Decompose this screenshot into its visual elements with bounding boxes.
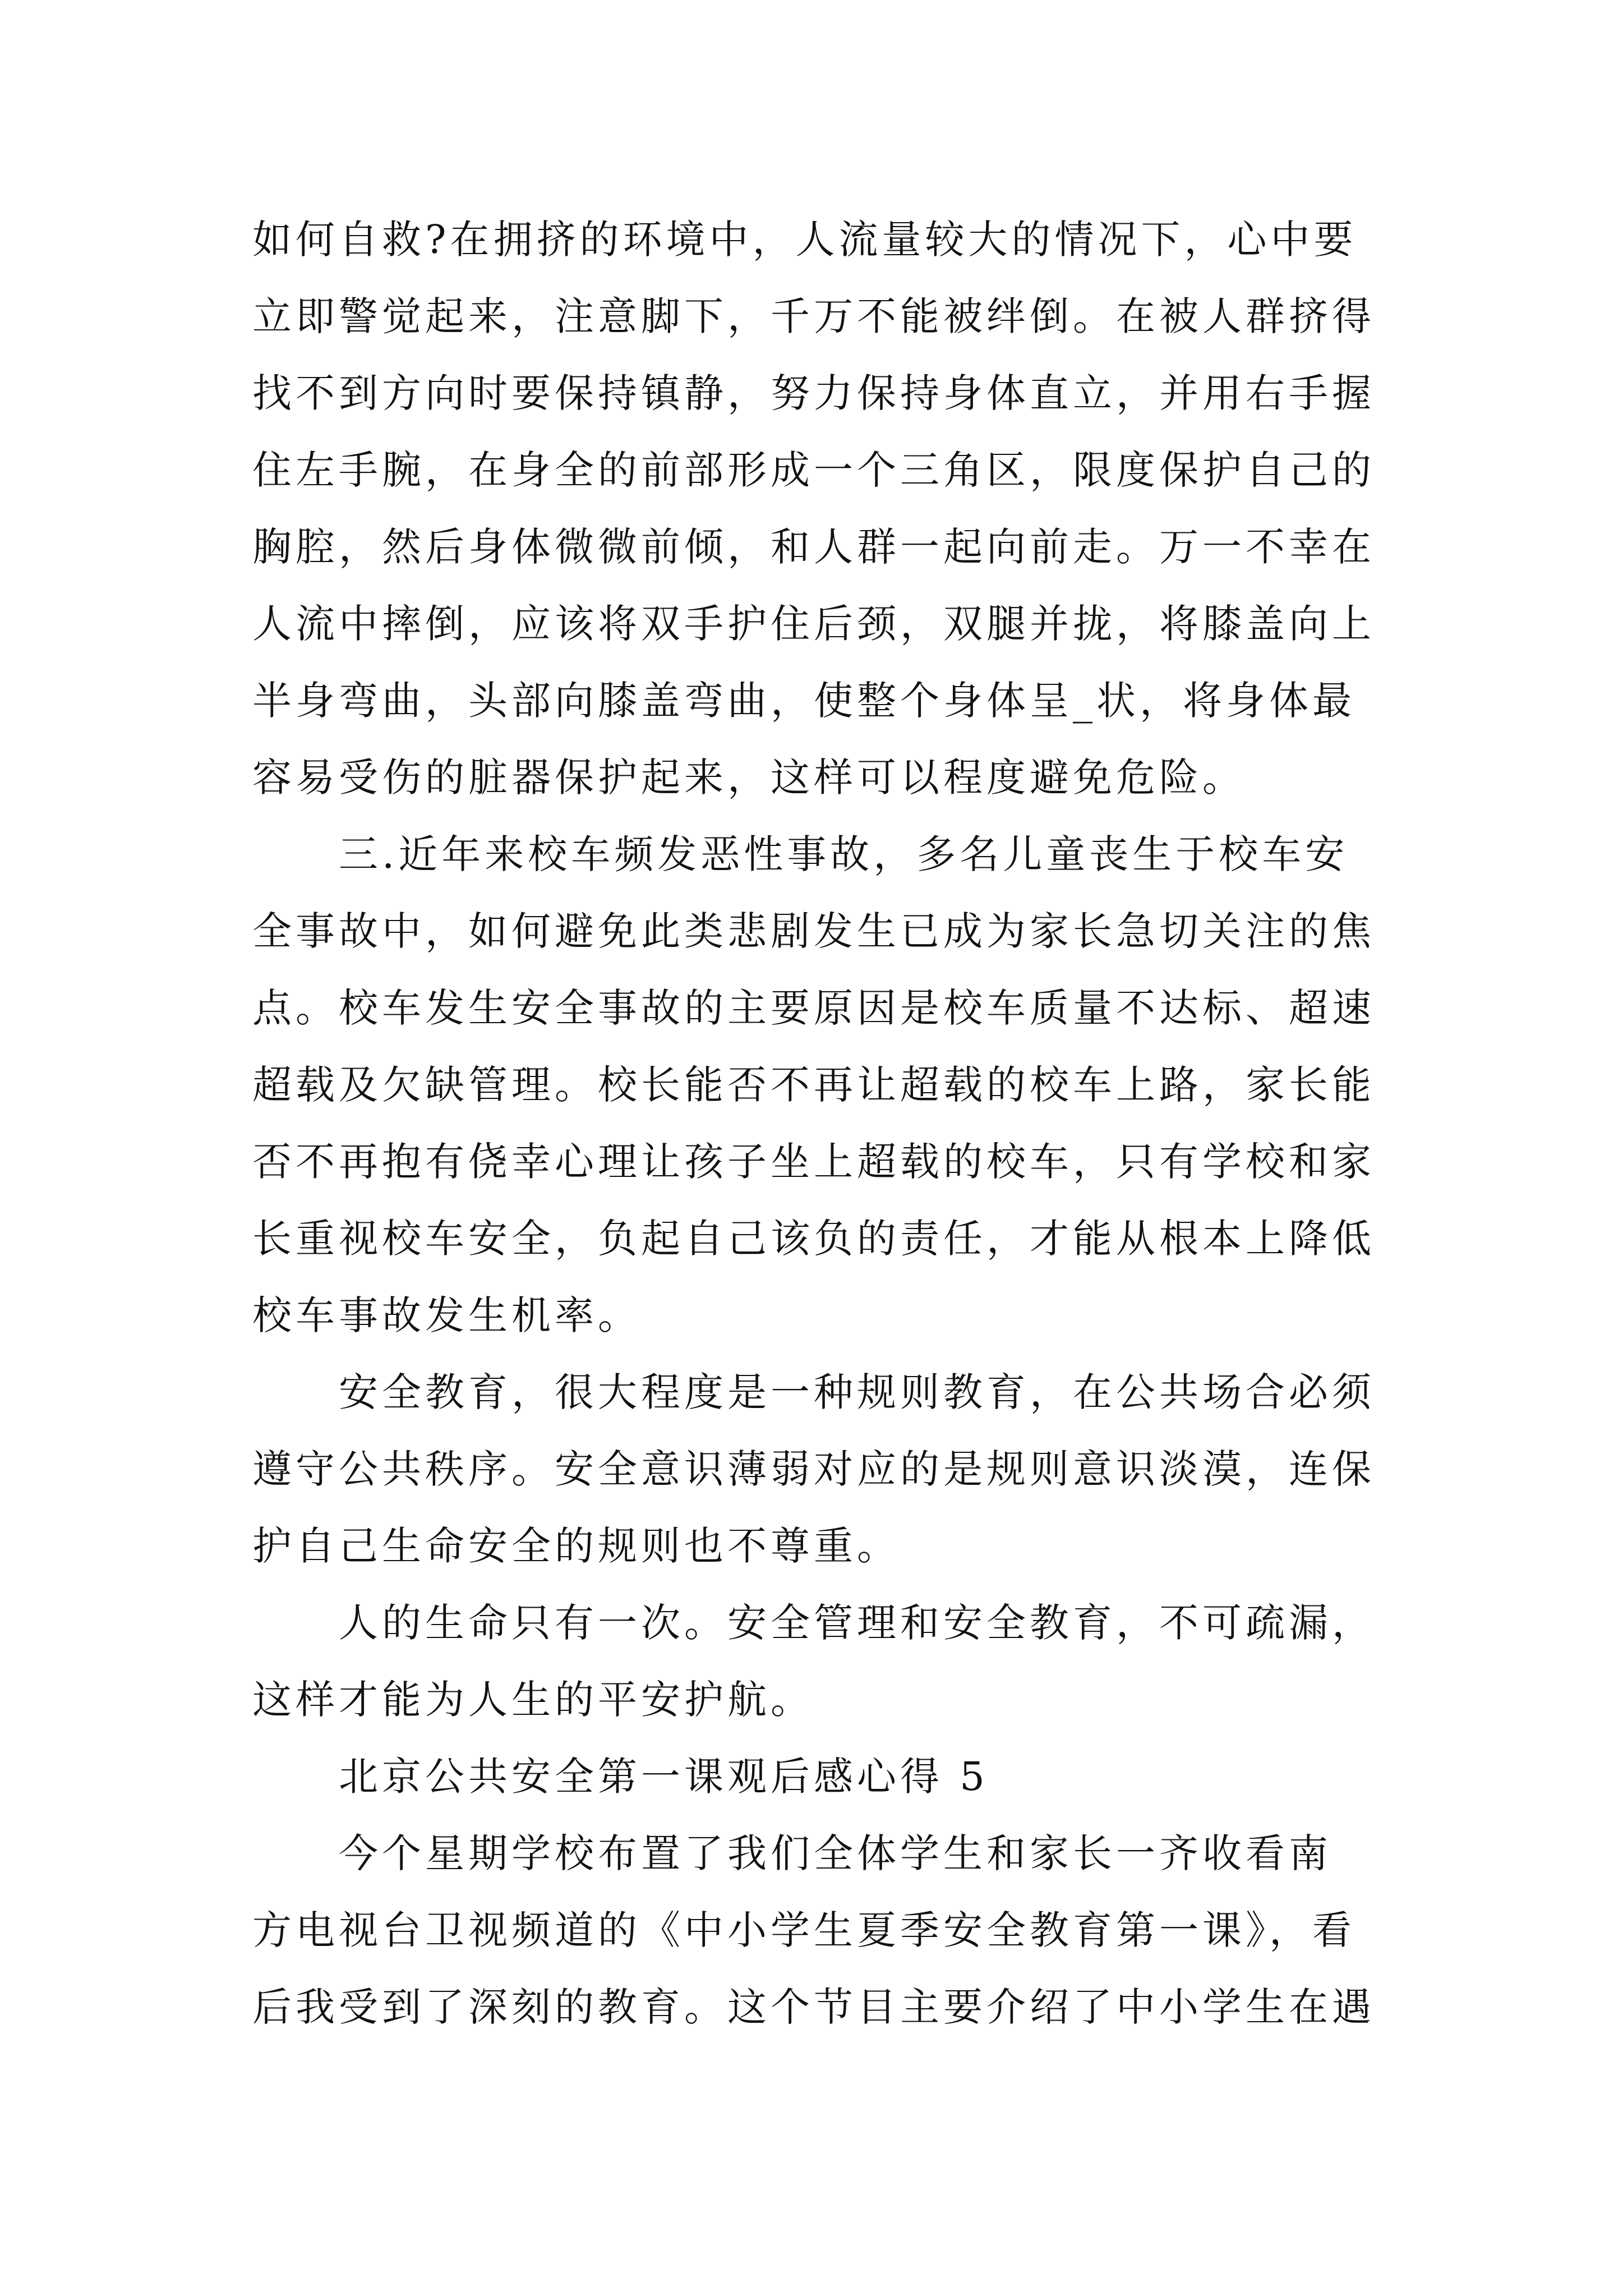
text-line: 找不到方向时要保持镇静，努力保持身体直立，并用右手握	[252, 370, 1375, 416]
section-heading: 北京公共安全第一课观后感心得 5	[252, 1754, 989, 1800]
text-line: 半身弯曲，头部向膝盖弯曲，使整个身体呈_状，将身体最	[252, 678, 1355, 724]
text-line: 立即警觉起来，注意脚下，千万不能被绊倒。在被人群挤得	[252, 293, 1375, 339]
text-line: 今个星期学校布置了我们全体学生和家长一齐收看南	[252, 1830, 1332, 1876]
text-line: 后我受到了深刻的教育。这个节目主要介绍了中小学生在遇	[252, 1984, 1375, 2030]
text-line: 住左手腕，在身全的前部形成一个三角区，限度保护自己的	[252, 447, 1375, 493]
text-line: 人的生命只有一次。安全管理和安全教育，不可疏漏，	[252, 1600, 1375, 1646]
text-line: 长重视校车安全，负起自己该负的责任，才能从根本上降低	[252, 1216, 1375, 1262]
text-line: 遵守公共秩序。安全意识薄弱对应的是规则意识淡漠，连保	[252, 1446, 1375, 1492]
text-line: 安全教育，很大程度是一种规则教育，在公共场合必须	[252, 1369, 1375, 1415]
text-line: 方电视台卫视频道的《中小学生夏季安全教育第一课》，看	[252, 1907, 1355, 1953]
text-line: 容易受伤的脏器保护起来，这样可以程度避免危险。	[252, 754, 1246, 800]
text-line: 护自己生命安全的规则也不尊重。	[252, 1523, 900, 1569]
text-line: 全事故中，如何避免此类悲剧发生已成为家长急切关注的焦	[252, 908, 1375, 954]
text-line: 三.近年来校车频发恶性事故，多名儿童丧生于校车安	[252, 831, 1349, 877]
text-line: 人流中摔倒，应该将双手护住后颈，双腿并拢，将膝盖向上	[252, 601, 1375, 647]
text-line: 否不再抱有侥幸心理让孩子坐上超载的校车，只有学校和家	[252, 1139, 1375, 1185]
text-line: 这样才能为人生的平安护航。	[252, 1677, 814, 1723]
text-line: 超载及欠缺管理。校长能否不再让超载的校车上路，家长能	[252, 1062, 1375, 1108]
text-line: 点。校车发生安全事故的主要原因是校车质量不达标、超速	[252, 985, 1375, 1031]
text-line: 校车事故发生机率。	[252, 1292, 641, 1338]
text-line: 如何自救?在拥挤的环境中，人流量较大的情况下，心中要	[252, 217, 1357, 263]
text-line: 胸腔，然后身体微微前倾，和人群一起向前走。万一不幸在	[252, 524, 1375, 570]
